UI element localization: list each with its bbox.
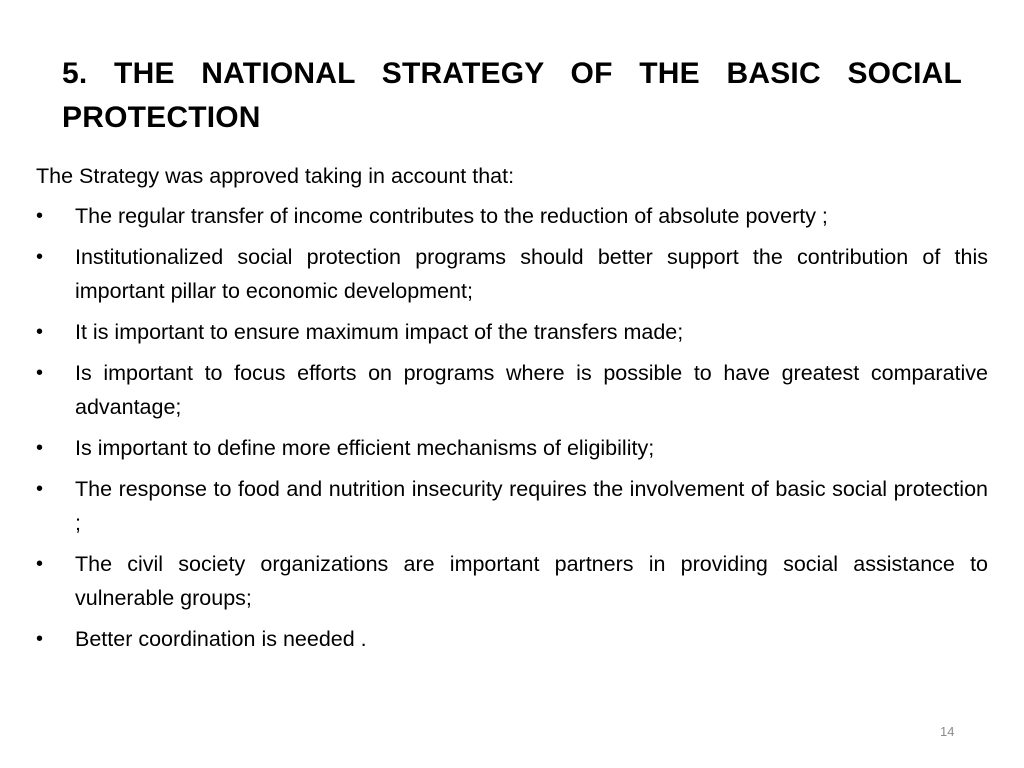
bullet-list — [36, 199, 988, 656]
bullet-item — [36, 240, 988, 308]
bullet-item — [36, 431, 988, 465]
bullet-icon: • — [36, 321, 44, 343]
bullet-icon: • — [36, 553, 44, 575]
bullet-text: Better coordination is needed . — [75, 627, 367, 651]
slide-body — [36, 159, 988, 663]
bullet-item — [36, 547, 988, 615]
bullet-icon: • — [36, 205, 44, 227]
bullet-item — [36, 356, 988, 424]
bullet-text: The civil society organizations are important partners in providing social assistance to vulnerable groups; — [75, 552, 988, 610]
intro-text: The Strategy was approved taking in account that: — [36, 164, 515, 188]
bullet-text: Is important to focus efforts on programs where is possible to have greatest comparative advantage; — [75, 361, 988, 419]
bullet-icon: • — [36, 628, 44, 650]
bullet-icon: • — [36, 362, 44, 384]
bullet-item — [36, 199, 988, 233]
bullet-icon: • — [36, 437, 44, 459]
bullet-icon: • — [36, 478, 44, 500]
bullet-item — [36, 472, 988, 540]
bullet-text: The regular transfer of income contributes to the reduction of absolute poverty ; — [75, 204, 828, 228]
slide-title: 5. THE NATIONAL STRATEGY OF THE BASIC SOCIAL PROTECTION — [62, 57, 962, 134]
bullet-item — [36, 315, 988, 349]
bullet-icon: • — [36, 246, 44, 268]
bullet-text: Is important to define more efficient mechanisms of eligibility; — [75, 436, 655, 460]
bullet-text: The response to food and nutrition insecurity requires the involvement of basic social protection ; — [75, 477, 988, 535]
bullet-text: Institutionalized social protection programs should better support the contribution of this important pillar to economic development; — [75, 245, 988, 303]
bullet-item — [36, 622, 988, 656]
slide-number: 14 — [940, 724, 955, 739]
bullet-text: It is important to ensure maximum impact of the transfers made; — [75, 320, 684, 344]
